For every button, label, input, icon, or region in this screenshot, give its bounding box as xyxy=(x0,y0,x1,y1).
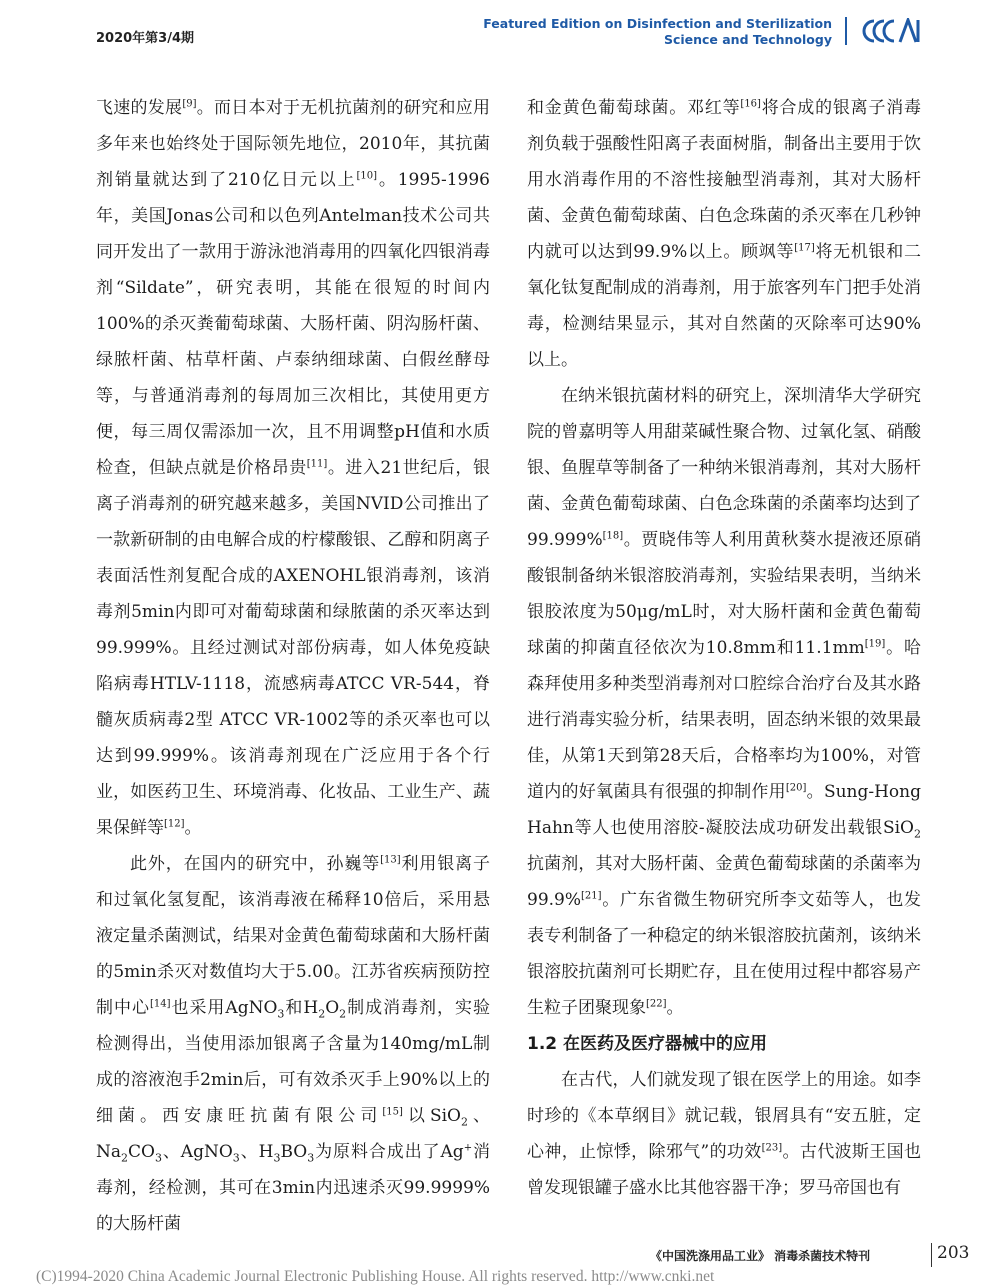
copyright-watermark: (C)1994-2020 China Academic Journal Electronic Publishing House. All rights reserved. http://www.cnki.net xyxy=(36,1268,715,1285)
paragraph: 在纳米银抗菌材料的研究上，深圳清华大学研究院的曾嘉明等人用甜菜碱性聚合物、过氧化氢、硝酸银、鱼腥草等制备了一种纳米银消毒剂，其对大肠杆菌、金黄色葡萄球菌、白色念珠菌的杀菌率均达到了99.999%[18]。贾晓伟等人利用黄秋葵水提液还原硝酸银制备纳米银溶胶消毒剂，实验结果表明，当纳米银胶浓度为50μg/mL时，对大肠杆菌和金黄色葡萄球菌的抑菌直径依次为10.8mm和11.1mm[19]。哈森拜使用多种类型消毒剂对口腔综合治疗台及其水路进行消毒实验分析，结果表明，固态纳米银的效果最佳，从第1天到第28天后，合格率均为100%，对管道内的好氧菌具有很强的抑制作用[20]。Sung-Hong Hahn等人也使用溶胶-凝胶法成功研发出载银SiO$_2$抗菌剂，其对大肠杆菌、金黄色葡萄球菌的杀菌率为99.9%[21]。广东省微生物研究所李文茹等人，也发表专利制备了一种稳定的纳米银溶胶抗菌剂，该纳米银溶胶抗菌剂可长期贮存，且在使用过程中都容易产生粒子团聚现象[22]。 xyxy=(527,386,922,1018)
journal-name: 《中国洗涤用品工业》 消毒杀菌技术特刊 xyxy=(650,1249,871,1263)
paragraph: 飞速的发展[9]。而日本对于无机抗菌剂的研究和应用多年来也始终处于国际领先地位，2010年，其抗菌剂销量就达到了210亿日元以上[10]。1995-1996年，美国Jonas公司和以色列Antelman技术公司共同开发出了一款用于游泳池消毒用的四氧化四银消毒剂“Sildate”，研究表明，其能在很短的时间内100%的杀灭粪葡萄球菌、大肠杆菌、阴沟肠杆菌、绿脓杆菌、枯草杆菌、卢泰纳细球菌、白假丝酵母等，与普通消毒剂的每周加三次相比，其使用更方便，每三周仅需添加一次，且不用调整pH值和水质检查，但缺点就是价格昂贵[11]。进入21世纪后，银离子消毒剂的研究越来越多，美国NVID公司推出了一款新研制的由电解合成的柠檬酸银、乙醇和阴离子表面活性剂复配合成的AXENOHL银消毒剂，该消毒剂5min内即可对葡萄球菌和绿脓菌的杀灭率达到99.999%。且经过测试对部份病毒，如人体免疫缺陷病毒HTLV-1118，流感病毒ATCC VR-544，脊髓灰质病毒2型 ATCC VR-1002等的杀灭率也可以达到99.999%。该消毒剂现在广泛应用于各个行业，如医药卫生、环境消毒、化妆品、工业生产、蔬果保鲜等[12]。 xyxy=(96,98,491,838)
citation: [11] xyxy=(306,458,328,470)
paragraph: 在古代，人们就发现了银在医学上的用途。如李时珍的《本草纲目》就记载，银屑具有“安五脏，定心神，止惊悸，除邪气”的功效[23]。古代波斯王国也曾发现银罐子盛水比其他容器干净；罗马帝国也有 xyxy=(527,1070,921,1198)
paragraph: 和金黄色葡萄球菌。邓红等[16]将合成的银离子消毒剂负载于强酸性阳离子表面树脂，制备出主要用于饮用水消毒作用的不溶性接触型消毒剂，其对大肠杆菌、金黄色葡萄球菌、白色念珠菌的杀灭率在几秒钟内就可以达到99.9%以上。顾飒等[17]将无机银和二氧化钛复配制成的消毒剂，用于旅客列车门把手处消毒，检测结果显示，其对自然菌的灭除率可达90%以上。 xyxy=(527,98,922,370)
citation: [15] xyxy=(382,1106,403,1118)
citation: [21] xyxy=(581,890,602,902)
paragraph: 此外，在国内的研究中，孙巍等[13]利用银离子和过氧化氢复配，该消毒液在稀释10倍后，采用悬液定量杀菌测试，结果对金黄色葡萄球菌和大肠杆菌的5min杀灭对数值均大于5.00。江苏省疾病预防控制中心[14]也采用AgNO$_3$和$H_2O_2$制成消毒剂，实验检测得出，当使用添加银离子含量为140mg/mL制成的溶液泡手2min后，可有效杀灭手上90%以上的细菌。西安康旺抗菌有限公司[15]以SiO$_2$、$Na_2CO_3$、AgNO$_3$、$H_3BO_3$为原料合成出了Ag+消毒剂，经检测，其可在3min内迅速杀灭99.9999%的大肠杆菌 xyxy=(96,854,491,1234)
right-column xyxy=(527,90,921,1206)
citation: [14] xyxy=(149,998,171,1010)
edition-title-line2: Science and Technology xyxy=(663,32,832,47)
page-header xyxy=(0,0,1000,60)
citation: [13] xyxy=(380,854,401,866)
citation: [18] xyxy=(602,530,624,542)
citation: [16] xyxy=(740,98,761,110)
citation: [17] xyxy=(794,242,815,254)
section-heading: 1.2 在医药及医疗器械中的应用 xyxy=(527,1034,768,1054)
citation: [23] xyxy=(761,1142,783,1154)
citation: [10] xyxy=(356,170,378,182)
page-number: 203 xyxy=(937,1243,970,1263)
citation: [20] xyxy=(785,782,807,794)
citation: [22] xyxy=(646,998,667,1010)
ccai-logo-icon xyxy=(862,18,920,44)
edition-title xyxy=(483,16,832,48)
header-divider xyxy=(845,17,847,45)
edition-title-line1: Featured Edition on Disinfection and Sterilization xyxy=(483,16,832,31)
left-column xyxy=(96,90,490,1242)
footer-divider xyxy=(931,1243,932,1267)
issue-label: 2020年第3/4期 xyxy=(96,31,195,46)
citation: [9] xyxy=(182,98,197,110)
citation: [12] xyxy=(164,818,185,830)
citation: [19] xyxy=(864,638,886,650)
